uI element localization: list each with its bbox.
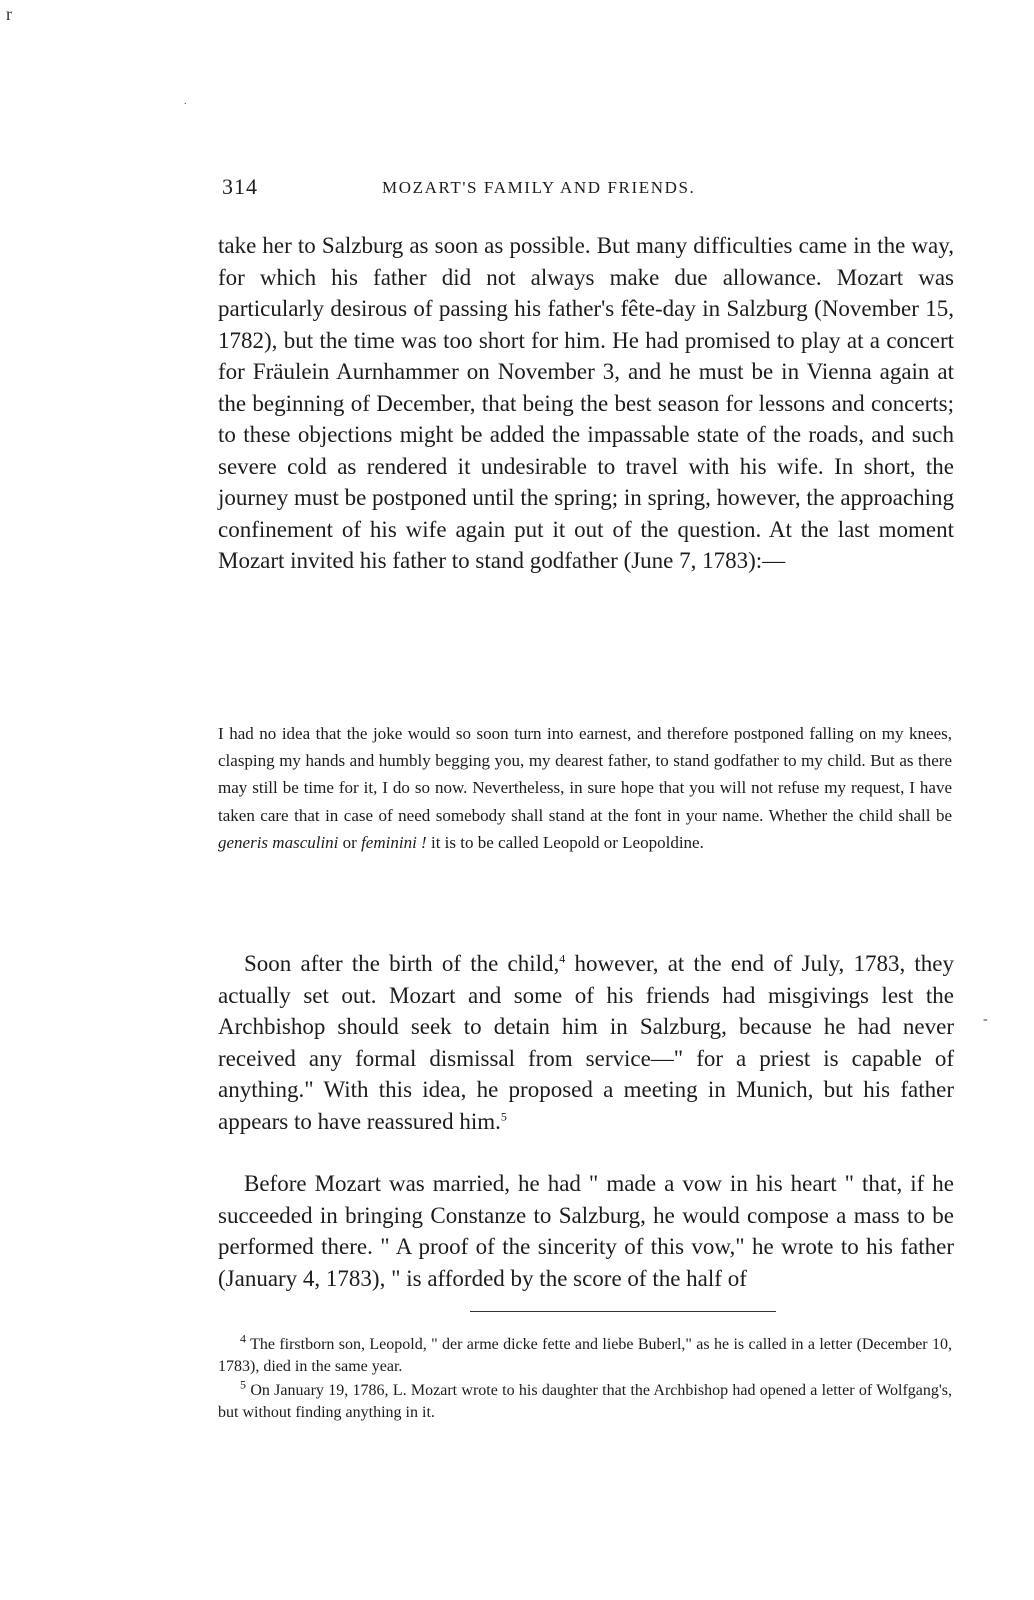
footnote-ref-5: 5 bbox=[500, 1108, 507, 1123]
running-title: MOZART'S FAMILY AND FRIENDS. bbox=[382, 178, 696, 197]
footnote-5 bbox=[218, 1377, 953, 1423]
letter-italic-masculini: generis masculini bbox=[218, 832, 339, 852]
footnote-divider bbox=[470, 1311, 776, 1312]
paragraph-2-rest: however, at the end of July, 1783, they actually set out. Mozart and some of his friends had misgivings lest the Archbishop should seek to detain him in Salzburg, because he had never received any formal dismissal from service—" for a priest is capable of anything." With this idea, he proposed a meeting in Munich, but his father appears to have reassured him. bbox=[218, 951, 955, 1134]
letter-italic-feminini: feminini ! bbox=[361, 832, 427, 852]
page-number: 314 bbox=[222, 174, 258, 199]
letter-or: or bbox=[342, 832, 357, 852]
paragraph-2-start: Soon after the birth of the child, bbox=[244, 951, 560, 976]
paragraph-1: take her to Salzburg as soon as possible. But many difficulties came in the way, for which his father did not always make due allowance. Mozart was particularly desirous of passing his father's fête-day in Salzburg (November 15, 1782), but the time was too short for him. He had promised to play at a concert for Fräulein Aurnhammer on November 3, and he must be in Vienna again at the beginning of December, that being the best season for lessons and concerts; to these objections might be added the impassable state of the roads, and such severe cold as rendered it undesirable to travel with his wife. In short, the journey must be postponed until the spring; in spring, however, the approaching confinement of his wife again put it out of the question. At the last moment Mozart invited his father to stand godfather (June 7, 1783):— bbox=[218, 233, 954, 573]
footnote-4-text: The firstborn son, Leopold, " der arme dicke fette and liebe Buberl," as he is called in a letter (December 10, 1783), died in the same year. bbox=[218, 1336, 952, 1375]
letter-quotation bbox=[218, 720, 952, 856]
stray-mark-margin: - bbox=[983, 1012, 988, 1027]
footnote-4 bbox=[218, 1331, 952, 1377]
stray-mark-dot: . bbox=[184, 96, 187, 107]
footnote-5-text: On January 19, 1786, L. Mozart wrote to his daughter that the Archbishop had opened a letter of Wolfgang's, but without finding anything in it. bbox=[218, 1382, 953, 1421]
paragraph-2 bbox=[218, 948, 954, 1137]
letter-text-end: it is to be called Leopold or Leopoldine. bbox=[430, 832, 704, 852]
footnote-ref-4: 4 bbox=[559, 951, 566, 966]
footnote-5-marker: 5 bbox=[240, 1377, 246, 1392]
page-header bbox=[222, 174, 962, 206]
footnote-4-marker: 4 bbox=[240, 1331, 246, 1346]
letter-text-start: I had no idea that the joke would so soon turn into earnest, and therefore postponed falling on my knees, clasping my hands and humbly begging you, my dearest father, to stand godfather to my child. But as there may still be time for it, I do so now. Nevertheless, in sure hope that you will not refuse my request, I have taken care that in case of need somebody shall stand at the font in your name. Whether the child shall be bbox=[218, 724, 952, 825]
stray-mark-top: r bbox=[6, 4, 12, 24]
paragraph-3: Before Mozart was married, he had " made a vow in his heart " that, if he succeeded in bringing Constanze to Salzburg, he would compose a mass to be performed there. " A proof of the sincerity of this vow," he wrote to his father (January 4, 1783), " is afforded by the score of the half of bbox=[218, 1171, 954, 1291]
